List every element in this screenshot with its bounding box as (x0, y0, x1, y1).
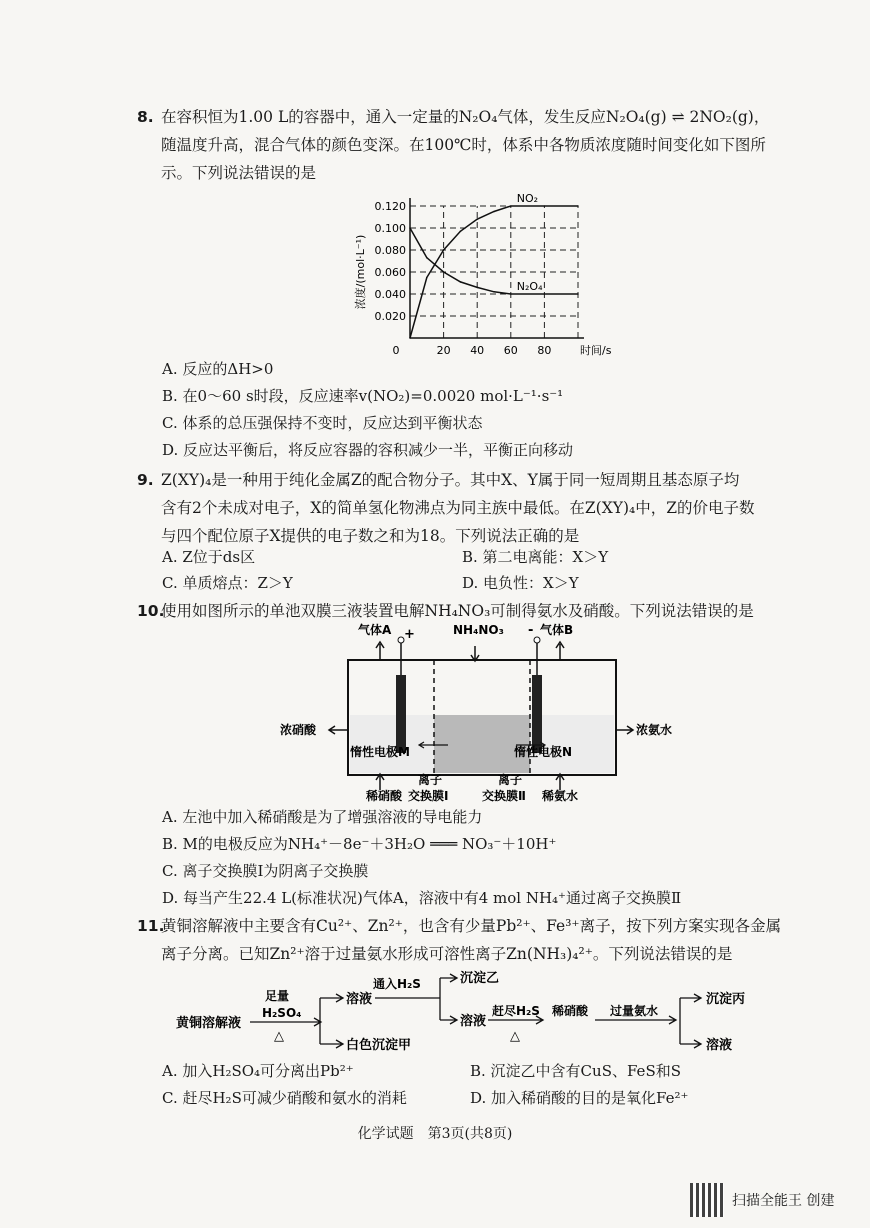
option-a: A. Z位于ds区 (162, 548, 256, 566)
option-b: B. 沉淀乙中含有CuS、FeS和S (470, 1062, 681, 1080)
electrode-m (396, 675, 406, 753)
option-a: A. 加入H₂SO₄可分离出Pb²⁺ (162, 1062, 354, 1080)
sol2-label: 溶液 (460, 1014, 487, 1029)
option-d: D. 电负性：X＞Y (462, 574, 579, 592)
dilute-hno3-label: 稀硝酸 (366, 789, 403, 803)
question-text-line: Z(XY)₄是一种用于纯化金属Z的配合物分子。其中X、Y属于同一短周期且基态原子均 (161, 471, 740, 489)
gas-b-arrow (556, 642, 564, 660)
y-tick-label: 0.120 (374, 200, 406, 213)
question-number: 9. (137, 471, 154, 489)
data-point (493, 291, 495, 293)
dilute-hno3-arrow (376, 774, 384, 790)
dilute-nh3-arrow (556, 774, 564, 790)
watermark-text: 扫描全能王 创建 (732, 1193, 835, 1209)
x-axis-label: 时间/s (580, 344, 612, 357)
y-tick-label: 0.040 (374, 288, 406, 301)
series-line-n2o4 (410, 228, 578, 294)
cond3-label: 赶尽H₂S (492, 1004, 540, 1018)
y-tick-label: 0.060 (374, 266, 406, 279)
ppt-bing-label: 沉淀丙 (706, 992, 746, 1007)
option-c: C. 单质熔点：Z＞Y (162, 574, 293, 592)
data-point (476, 218, 478, 220)
question-text-line: 黄铜溶解液中主要含有Cu²⁺、Zn²⁺，也含有少量Pb²⁺、Fe³⁺离子，按下列方案实现各金属 (161, 917, 782, 935)
page-footer: 化学试题 第3页(共8页) (357, 1126, 513, 1142)
question-text-line: 与四个配位原子X提供的电子数之和为18。下列说法正确的是 (161, 527, 580, 545)
cond1a-label: 足量 (265, 989, 290, 1003)
gas-a-arrow (376, 642, 384, 660)
question-9 (137, 466, 810, 550)
question-text-line: 在容积恒为1.00 L的容器中，通入一定量的N₂O₄气体，发生反应N₂O₄(g) ⇌ 2NO₂(g)， (161, 108, 770, 126)
data-point (409, 227, 411, 229)
nh4no3-label: NH₄NO₃ (453, 623, 504, 637)
data-point (426, 257, 428, 259)
question-number: 10. (137, 602, 165, 620)
cond2-label: 通入H₂S (373, 977, 421, 991)
option-c: C. 离子交换膜Ⅰ为阴离子交换膜 (162, 862, 369, 880)
data-point (510, 205, 512, 207)
scanner-watermark (690, 1183, 834, 1217)
electrode-n-label: 惰性电极N (514, 745, 573, 759)
question-text-line: 离子分离。已知Zn²⁺溶于过量氨水形成可溶性离子Zn(NH₃)₄²⁺。下列说法错误的是 (161, 945, 733, 963)
data-point (544, 293, 546, 295)
x-tick-label: 20 (436, 344, 451, 357)
middle-solution (434, 715, 530, 773)
sol1-label: 溶液 (346, 992, 373, 1007)
gas-a-label: 气体A (358, 623, 392, 637)
electrode-n (532, 675, 542, 753)
membrane-1-label-a: 离子 (418, 773, 443, 787)
cond1b-label: H₂SO₄ (262, 1006, 302, 1020)
series-label: NO₂ (516, 192, 539, 205)
data-point (577, 205, 579, 207)
option-b: B. 第二电离能：X＞Y (462, 548, 609, 566)
data-point (476, 287, 478, 289)
option-a: A. 反应的ΔH>0 (162, 360, 274, 378)
cond4-label: 稀硝酸 (552, 1004, 589, 1018)
option-d: D. 每当产生22.4 L(标准状况)气体A，溶液中有4 mol NH₄⁺通过离子交换膜Ⅱ (162, 889, 682, 907)
y-tick-label: 0.020 (374, 310, 406, 323)
conc-hno3-arrow (329, 726, 348, 734)
question-number: 8. (137, 108, 154, 126)
minus-label: - (528, 623, 534, 638)
data-point (443, 249, 445, 251)
data-point (577, 293, 579, 295)
data-point (493, 211, 495, 213)
question-text-line: 含有2个未成对电子，X的简单氢化物沸点为同主族中最低。在Z(XY)₄中，Z的价电子数 (161, 499, 755, 517)
option-b: B. 在0～60 s时段，反应速率v(NO₂)=0.0020 mol·L⁻¹·s⁻¹ (162, 387, 564, 405)
x-tick-label: 60 (503, 344, 518, 357)
membrane-2-label-a: 离子 (498, 773, 523, 787)
separation-flowchart (170, 958, 770, 1058)
option-a: A. 左池中加入稀硝酸是为了增强溶液的导电能力 (162, 808, 483, 826)
ppt-yi-label: 沉淀乙 (460, 971, 500, 986)
conc-nh3-arrow (616, 726, 633, 734)
heat1-label: △ (274, 1029, 284, 1044)
nh4no3-arrow (471, 646, 479, 661)
option-c: C. 体系的总压强保持不变时，反应达到平衡状态 (162, 414, 483, 432)
dilute-nh3-label: 稀氨水 (542, 789, 579, 803)
x-tick-label: 80 (537, 344, 552, 357)
x-tick-label: 0 (392, 344, 400, 357)
terminal-minus (534, 637, 540, 643)
data-point (443, 271, 445, 273)
y-tick-label: 0.080 (374, 244, 406, 257)
membrane-2-label-b: 交换膜Ⅱ (482, 789, 526, 803)
heat3-label: △ (510, 1029, 520, 1044)
data-point (510, 293, 512, 295)
option-d: D. 加入稀硝酸的目的是氧化Fe²⁺ (470, 1089, 689, 1107)
concentration-time-chart (350, 180, 612, 362)
qr-code-icon (690, 1183, 724, 1217)
option-b: B. M的电极反应为NH₄⁺－8e⁻＋3H₂O ═══ NO₃⁻＋10H⁺ (162, 835, 557, 853)
membrane-1-label-b: 交换膜Ⅰ (408, 789, 449, 803)
y-axis-label: 浓度/(mol·L⁻¹) (354, 234, 367, 310)
data-point (426, 277, 428, 279)
conc-hno3-label: 浓硝酸 (280, 723, 317, 737)
data-point (544, 205, 546, 207)
electrolysis-cell-diagram (270, 620, 690, 805)
data-point (409, 337, 411, 339)
option-d: D. 反应达平衡后，将反应容器的容积减少一半，平衡正向移动 (162, 441, 574, 459)
ppt-jia-label: 白色沉淀甲 (346, 1038, 412, 1053)
option-c: C. 赶尽H₂S可减少硝酸和氨水的消耗 (162, 1089, 407, 1107)
y-tick-label: 0.100 (374, 222, 406, 235)
conc-nh3-label: 浓氨水 (636, 723, 673, 737)
data-point (460, 281, 462, 283)
plus-label: + (404, 627, 415, 642)
question-text-line: 随温度升高，混合气体的颜色变深。在100℃时，体系中各物质浓度随时间变化如下图所 (161, 136, 766, 154)
x-tick-label: 40 (470, 344, 485, 357)
start-label: 黄铜溶解液 (176, 1016, 242, 1031)
question-8 (137, 103, 810, 187)
question-number: 11. (137, 917, 165, 935)
question-text-line: 使用如图所示的单池双膜三液装置电解NH₄NO₃可制得氨水及硝酸。下列说法错误的是 (161, 602, 754, 620)
electrode-m-label: 惰性电极M (350, 745, 410, 759)
series-label: N₂O₄ (516, 280, 543, 293)
sol3-label: 溶液 (706, 1038, 733, 1053)
question-text-line: 示。下列说法错误的是 (161, 164, 317, 182)
data-point (460, 231, 462, 233)
gas-b-label: 气体B (540, 623, 574, 637)
cond5-label: 过量氨水 (610, 1004, 659, 1018)
